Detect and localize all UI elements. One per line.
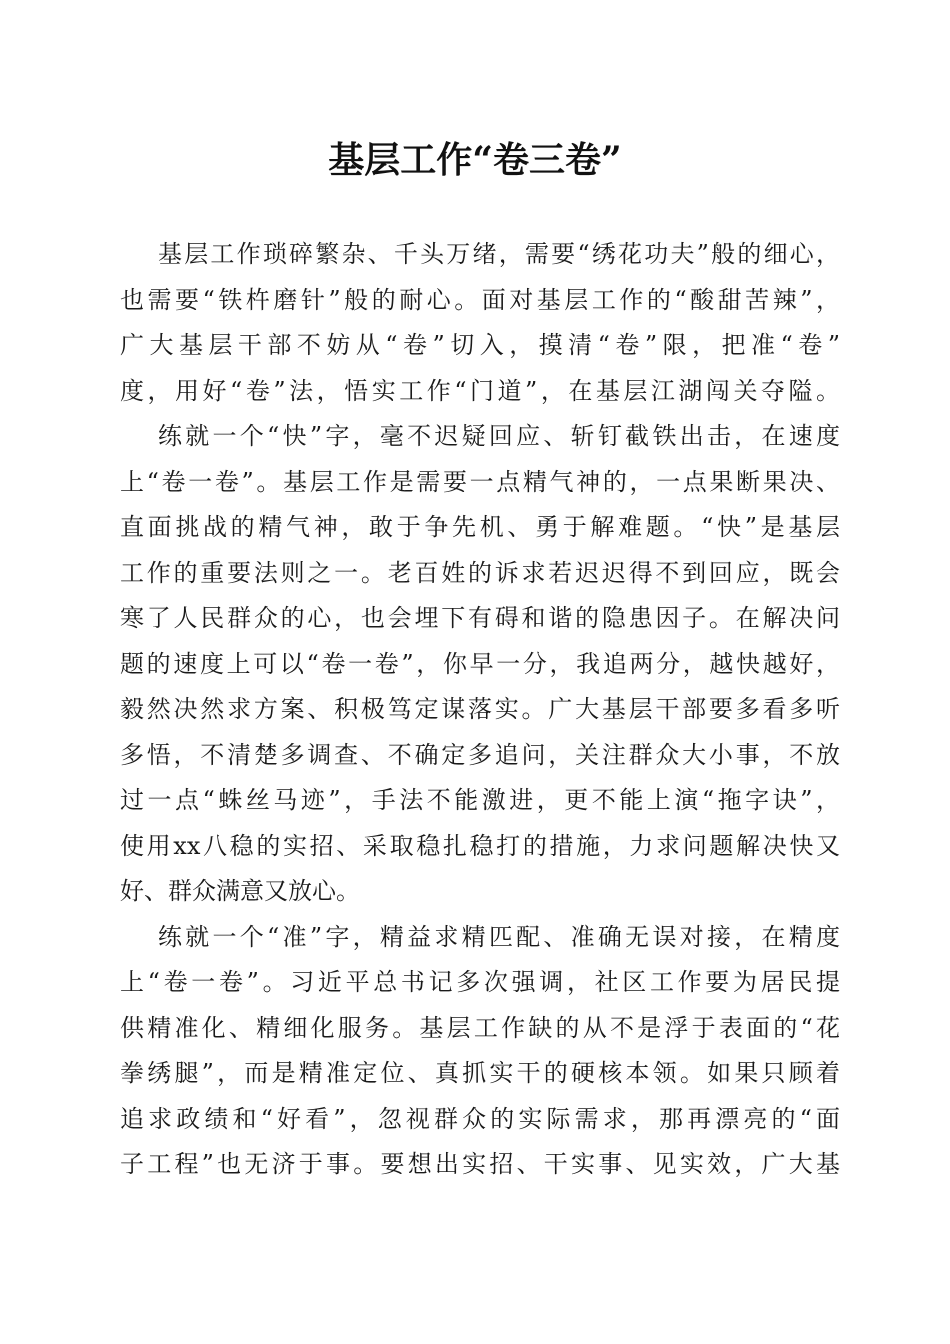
paragraph-2-line-8: 多悟，不清楚多调查、不确定多追问，关注群众大小事，不放 [120, 740, 840, 769]
paragraph-1-line-2: 也需要“铁杵磨针”般的耐心。面对基层工作的“酸甜苦辣”， [120, 285, 840, 314]
paragraph-2-line-11: 好、群众满意又放心。 [120, 877, 360, 905]
paragraph-2-line-7: 毅然决然求方案、积极笃定谋落实。广大基层干部要多看多听 [120, 695, 840, 723]
paragraph-2-line-5: 寒了人民群众的心，也会埋下有碍和谐的隐患因子。在解决问 [120, 604, 840, 632]
paragraph-2-line-2: 上“卷一卷”。基层工作是需要一点精气神的，一点果断果决、 [120, 467, 840, 496]
paragraph-3-line-4: 拳绣腿”，而是精准定位、真抓实干的硬核本领。如果只顾着 [120, 1059, 840, 1087]
paragraph-3-line-3: 供精准化、精细化服务。基层工作缺的从不是浮于表面的“花 [120, 1013, 840, 1042]
paragraph-2-line-9: 过一点“蛛丝马迹”，手法不能激进，更不能上演“拖字诀”， [120, 786, 840, 814]
document-title: 基层工作“卷三卷” [328, 139, 622, 181]
paragraph-1-line-1: 基层工作琐碎繁杂、千头万绪，需要“绣花功夫”般的细心， [158, 240, 840, 268]
paragraph-3-line-5: 追求政绩和“好看”，忽视群众的实际需求，那再漂亮的“面 [120, 1104, 840, 1133]
paragraph-1-line-3: 广大基层干部不妨从“卷”切入，摸清“卷”限，把准“卷” [120, 331, 840, 359]
document-body [120, 232, 840, 1188]
paragraph-2-line-4: 工作的重要法则之一。老百姓的诉求若迟迟得不到回应，既会 [120, 558, 840, 587]
paragraph-1-line-4: 度，用好“卷”法，悟实工作“门道”，在基层江湖闯关夺隘。 [120, 376, 840, 405]
paragraph-3-line-6: 子工程”也无济于事。要想出实招、干实事、见实效，广大基 [120, 1150, 840, 1178]
paragraph-2-line-10: 使用xx八稳的实招、采取稳扎稳打的措施，力求问题解决快又 [120, 831, 840, 860]
paragraph-2-line-3: 直面挑战的精气神，敢于争先机、勇于解难题。“快”是基层 [120, 513, 840, 541]
paragraph-2-line-6: 题的速度上可以“卷一卷”，你早一分，我追两分，越快越好， [120, 649, 840, 678]
paragraph-3-line-2: 上“卷一卷”。习近平总书记多次强调，社区工作要为居民提 [120, 968, 840, 996]
paragraph-2-line-1: 练就一个“快”字，毫不迟疑回应、斩钉截铁出击，在速度 [158, 422, 840, 450]
paragraph-3-line-1: 练就一个“准”字，精益求精匹配、准确无误对接，在精度 [158, 922, 840, 951]
